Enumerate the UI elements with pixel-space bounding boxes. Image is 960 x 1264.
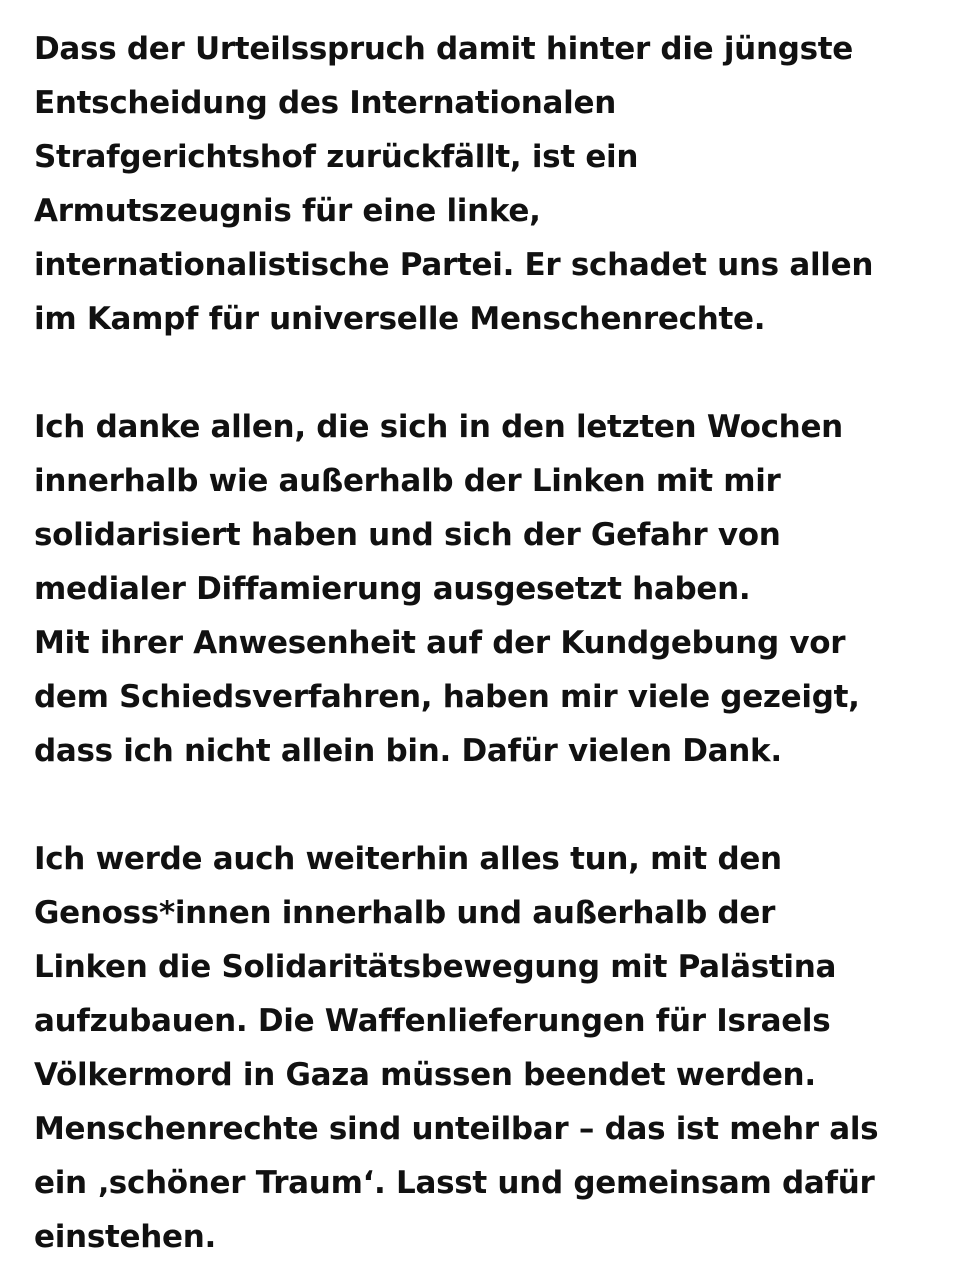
paragraph-2 xyxy=(34,400,940,778)
text-line: Völkermord in Gaza müssen beendet werden. xyxy=(34,1057,816,1093)
text-line: Genoss*innen innerhalb und außerhalb der xyxy=(34,895,776,931)
text-line: Linken die Solidaritätsbewegung mit Palästina xyxy=(34,949,837,985)
text-line: Ich danke allen, die sich in den letzten Wochen xyxy=(34,409,843,445)
text-line: innerhalb wie außerhalb der Linken mit mir xyxy=(34,463,781,499)
text-line: Armutszeugnis für eine linke, xyxy=(34,193,541,229)
text-line: ein ‚schöner Traum‘. Lasst und gemeinsam dafür xyxy=(34,1165,875,1201)
text-line: Mit ihrer Anwesenheit auf der Kundgebung vor xyxy=(34,625,846,661)
text-line: internationalistische Partei. Er schadet uns allen xyxy=(34,247,874,283)
text-line: Ich werde auch weiterhin alles tun, mit den xyxy=(34,841,782,877)
text-line: Dass der Urteilsspruch damit hinter die jüngste xyxy=(34,31,854,67)
text-line: Menschenrechte sind unteilbar – das ist mehr als xyxy=(34,1111,879,1147)
text-line: einstehen. xyxy=(34,1219,216,1255)
text-line: dass ich nicht allein bin. Dafür vielen Dank. xyxy=(34,733,782,769)
text-line: im Kampf für universelle Menschenrechte. xyxy=(34,301,766,337)
text-line: medialer Diffamierung ausgesetzt haben. xyxy=(34,571,751,607)
statement-text xyxy=(34,22,940,1264)
text-line: Strafgerichtshof zurückfällt, ist ein xyxy=(34,139,639,175)
paragraph-1 xyxy=(34,22,940,346)
text-line: Entscheidung des Internationalen xyxy=(34,85,616,121)
paragraph-spacer xyxy=(34,778,940,832)
paragraph-3 xyxy=(34,832,940,1264)
text-line: solidarisiert haben und sich der Gefahr von xyxy=(34,517,781,553)
text-line: dem Schiedsverfahren, haben mir viele gezeigt, xyxy=(34,679,860,715)
paragraph-spacer xyxy=(34,346,940,400)
text-line: aufzubauen. Die Waffenlieferungen für Israels xyxy=(34,1003,831,1039)
